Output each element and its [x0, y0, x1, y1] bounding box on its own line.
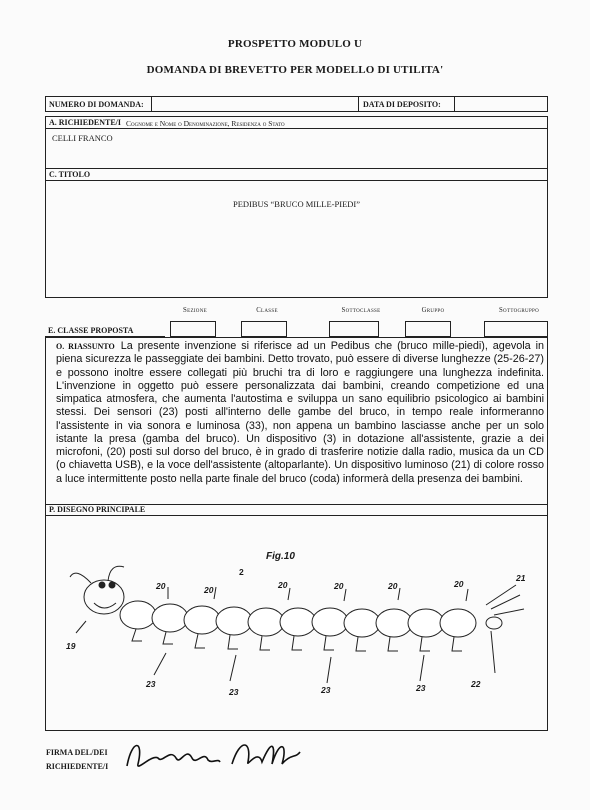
- ref-2: 2: [239, 567, 244, 577]
- drawing-box: [45, 504, 548, 731]
- signature-scribble: [122, 734, 322, 774]
- signature-label-2: RICHIEDENTE/I: [46, 762, 109, 771]
- abstract-label: O. RIASSUNTO: [56, 342, 115, 351]
- classe-box[interactable]: [241, 321, 287, 337]
- ref-20: 20: [388, 581, 398, 591]
- gruppo-box[interactable]: [405, 321, 451, 337]
- ref-20: 20: [334, 581, 344, 591]
- col-sottoclasse: Sottoclasse: [341, 307, 381, 314]
- ref-20: 20: [278, 580, 288, 590]
- application-row: [45, 96, 548, 112]
- col-gruppo: Gruppo: [421, 307, 445, 314]
- filing-date-label: DATA DI DEPOSITO:: [363, 100, 441, 109]
- ref-23: 23: [321, 685, 331, 695]
- signature: [122, 734, 322, 774]
- title-box: [45, 168, 548, 298]
- ref-22: 22: [471, 679, 481, 689]
- ref-19: 19: [66, 641, 76, 651]
- caterpillar-segments: [76, 587, 495, 683]
- abstract-text: [56, 340, 544, 486]
- signature-label-1: FIRMA DEL/DEI: [46, 748, 108, 757]
- applicant-label: A. RICHIEDENTE/I: [49, 118, 122, 127]
- sottoclasse-box[interactable]: [329, 321, 379, 337]
- ref-20: 20: [204, 585, 214, 595]
- form-subtitle: DOMANDA DI BREVETTO PER MODELLO DI UTILITA': [146, 64, 444, 76]
- application-number-label: NUMERO DI DOMANDA:: [49, 100, 144, 109]
- ref-23: 23: [416, 683, 426, 693]
- col-sottogruppo: Sottogruppo: [498, 307, 540, 314]
- abstract-box: [45, 337, 548, 505]
- form-title: PROSPETTO MODULO U: [227, 38, 363, 50]
- caterpillar-drawing: [46, 505, 549, 732]
- ref-20: 20: [156, 581, 166, 591]
- sottogruppo-box[interactable]: [484, 321, 548, 337]
- ref-20: 20: [454, 579, 464, 589]
- abstract-body: La presente invenzione si riferisce ad un Pedibus che (bruco mille-piedi), agevola in piena sicurezza le passeggiate dei bambini. Detto trovato, può essere di diverse lunghezze (25-26-27) e possono inoltre essere collegati più bruchi tra di loro e raggiungere una lunghezza indefinita. L'invenzione in oggetto può essere personalizzata dai bambini, creando competizione ed una simpatica atmosfera, che aumenta l'autostima e sviluppa un sano equilibrio psicologico ai bambini stessi. Dei sensori (23) posti all'interno delle gambe del bruco, in tempo reale informeranno l'assistente in via sonora e luminosa (33), non appena un bambino lasciasse anche per un solo istante la presa (gamba del bruco). Un dispositivo (3) in dotazione all'assistente, grazie a dei microfoni, (20) posti sul dorso del bruco, è in grado di trasferire notizie dalla radio, musica da un CD (o chiavetta USB), e la voce dell'assistente (altoparlante). Un dispositivo luminoso (21) di colore rosso a luce intermittente posto nella parte finale del bruco (coda) informerà della presenza dei bambini.: [56, 340, 544, 485]
- ref-21: 21: [516, 573, 526, 583]
- divider: [454, 97, 455, 111]
- divider: [358, 97, 359, 111]
- divider: [151, 97, 152, 111]
- col-sezione: Sezione: [183, 307, 207, 314]
- col-classe: Classe: [256, 307, 278, 314]
- drawing-label: P. DISEGNO PRINCIPALE: [49, 505, 146, 514]
- sezione-box[interactable]: [170, 321, 216, 337]
- fig-label: Fig.10: [266, 551, 295, 562]
- class-row: [45, 321, 548, 337]
- ref-23: 23: [146, 679, 156, 689]
- ref-23: 23: [229, 687, 239, 697]
- applicant-box: [45, 116, 548, 169]
- applicant-name: CELLI FRANCO: [52, 133, 113, 143]
- class-label: E. CLASSE PROPOSTA: [48, 326, 134, 335]
- applicant-sublabel: Cognome e Nome o Denominazione, Residenza o Stato: [126, 119, 285, 128]
- title-label: C. TITOLO: [49, 170, 91, 179]
- invention-title: PEDIBUS “BRUCO MILLE-PIEDI”: [232, 199, 361, 209]
